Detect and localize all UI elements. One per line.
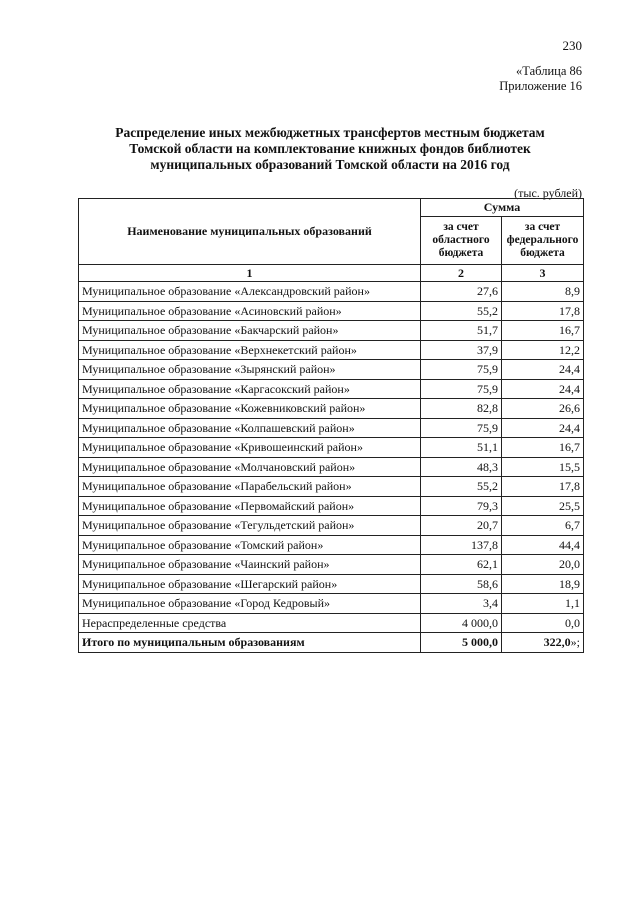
regional-amount: 75,9 bbox=[421, 360, 502, 380]
table-row bbox=[79, 360, 584, 380]
title-line-3: муниципальных образований Томской области на 2016 год bbox=[150, 157, 510, 172]
federal-amount: 6,7 bbox=[502, 516, 584, 536]
total-row bbox=[79, 633, 584, 653]
federal-amount: 25,5 bbox=[502, 496, 584, 516]
municipality-name: Муниципальное образование «Кривошеинский район» bbox=[79, 438, 421, 458]
municipality-name: Муниципальное образование «Молчановский район» bbox=[79, 457, 421, 477]
municipality-name: Муниципальное образование «Город Кедровый» bbox=[79, 594, 421, 614]
table-row bbox=[79, 321, 584, 341]
closing-quote: »; bbox=[570, 635, 581, 650]
header-regional-budget: за счет областного бюджета bbox=[421, 217, 502, 265]
regional-amount: 55,2 bbox=[421, 477, 502, 497]
column-number-1: 1 bbox=[79, 265, 421, 282]
federal-amount: 0,0 bbox=[502, 613, 584, 633]
municipality-name: Муниципальное образование «Парабельский район» bbox=[79, 477, 421, 497]
municipality-name: Муниципальное образование «Колпашевский район» bbox=[79, 418, 421, 438]
municipality-name: Муниципальное образование «Асиновский район» bbox=[79, 301, 421, 321]
federal-amount: 12,2 bbox=[502, 340, 584, 360]
allocation-table bbox=[78, 198, 584, 653]
municipality-name: Муниципальное образование «Томский район» bbox=[79, 535, 421, 555]
title-line-2: Томской области на комплектование книжных фондов библиотек bbox=[129, 141, 531, 156]
regional-amount: 82,8 bbox=[421, 399, 502, 419]
federal-amount: 17,8 bbox=[502, 301, 584, 321]
total-regional: 5 000,0 bbox=[421, 633, 502, 653]
table-row bbox=[79, 574, 584, 594]
table-body bbox=[79, 282, 584, 633]
table-row bbox=[79, 535, 584, 555]
column-number-3: 3 bbox=[502, 265, 584, 282]
total-label: Итого по муниципальным образованиям bbox=[79, 633, 421, 653]
municipality-name: Муниципальное образование «Шегарский район» bbox=[79, 574, 421, 594]
regional-amount: 20,7 bbox=[421, 516, 502, 536]
federal-amount: 8,9 bbox=[502, 282, 584, 302]
federal-amount: 24,4 bbox=[502, 379, 584, 399]
regional-amount: 3,4 bbox=[421, 594, 502, 614]
page-number: 230 bbox=[562, 38, 582, 53]
table-row bbox=[79, 399, 584, 419]
federal-amount: 17,8 bbox=[502, 477, 584, 497]
federal-amount: 1,1 bbox=[502, 594, 584, 614]
table-row bbox=[79, 594, 584, 614]
units-note: (тыс. рублей) bbox=[514, 186, 582, 200]
header-sum: Сумма bbox=[421, 199, 584, 217]
regional-amount: 75,9 bbox=[421, 379, 502, 399]
federal-amount: 24,4 bbox=[502, 418, 584, 438]
table-number: «Таблица 86 bbox=[516, 64, 582, 78]
municipality-name: Муниципальное образование «Зырянский район» bbox=[79, 360, 421, 380]
federal-amount: 16,7 bbox=[502, 438, 584, 458]
regional-amount: 51,1 bbox=[421, 438, 502, 458]
table-row bbox=[79, 555, 584, 575]
municipality-name: Муниципальное образование «Чаинский район» bbox=[79, 555, 421, 575]
federal-amount: 44,4 bbox=[502, 535, 584, 555]
municipality-name: Муниципальное образование «Александровский район» bbox=[79, 282, 421, 302]
regional-amount: 75,9 bbox=[421, 418, 502, 438]
table-row bbox=[79, 379, 584, 399]
document-title bbox=[80, 125, 580, 173]
federal-amount: 26,6 bbox=[502, 399, 584, 419]
header-municipality-name: Наименование муниципальных образований bbox=[79, 199, 421, 265]
municipality-name: Муниципальное образование «Каргасокский район» bbox=[79, 379, 421, 399]
municipality-name: Муниципальное образование «Верхнекетский район» bbox=[79, 340, 421, 360]
municipality-name: Муниципальное образование «Бакчарский район» bbox=[79, 321, 421, 341]
appendix-number: Приложение 16 bbox=[499, 79, 582, 93]
regional-amount: 48,3 bbox=[421, 457, 502, 477]
regional-amount: 27,6 bbox=[421, 282, 502, 302]
federal-amount: 16,7 bbox=[502, 321, 584, 341]
regional-amount: 51,7 bbox=[421, 321, 502, 341]
municipality-name: Муниципальное образование «Тегульдетский район» bbox=[79, 516, 421, 536]
table-row bbox=[79, 496, 584, 516]
table-row bbox=[79, 282, 584, 302]
table-row bbox=[79, 516, 584, 536]
municipality-name: Муниципальное образование «Кожевниковский район» bbox=[79, 399, 421, 419]
column-number-2: 2 bbox=[421, 265, 502, 282]
federal-amount: 15,5 bbox=[502, 457, 584, 477]
table-row bbox=[79, 418, 584, 438]
table-row bbox=[79, 477, 584, 497]
total-federal-cell bbox=[502, 633, 584, 653]
total-federal: 322,0 bbox=[543, 635, 571, 650]
municipality-name: Нераспределенные средства bbox=[79, 613, 421, 633]
title-line-1: Распределение иных межбюджетных трансфертов местным бюджетам bbox=[115, 125, 545, 140]
table-row bbox=[79, 340, 584, 360]
table-row bbox=[79, 301, 584, 321]
regional-amount: 4 000,0 bbox=[421, 613, 502, 633]
appendix-reference bbox=[499, 64, 582, 94]
regional-amount: 137,8 bbox=[421, 535, 502, 555]
regional-amount: 37,9 bbox=[421, 340, 502, 360]
regional-amount: 79,3 bbox=[421, 496, 502, 516]
regional-amount: 55,2 bbox=[421, 301, 502, 321]
federal-amount: 24,4 bbox=[502, 360, 584, 380]
regional-amount: 62,1 bbox=[421, 555, 502, 575]
federal-amount: 20,0 bbox=[502, 555, 584, 575]
header-federal-budget: за счет федерального бюджета bbox=[502, 217, 584, 265]
municipality-name: Муниципальное образование «Первомайский район» bbox=[79, 496, 421, 516]
table-row bbox=[79, 438, 584, 458]
regional-amount: 58,6 bbox=[421, 574, 502, 594]
federal-amount: 18,9 bbox=[502, 574, 584, 594]
table-row bbox=[79, 613, 584, 633]
table-row bbox=[79, 457, 584, 477]
